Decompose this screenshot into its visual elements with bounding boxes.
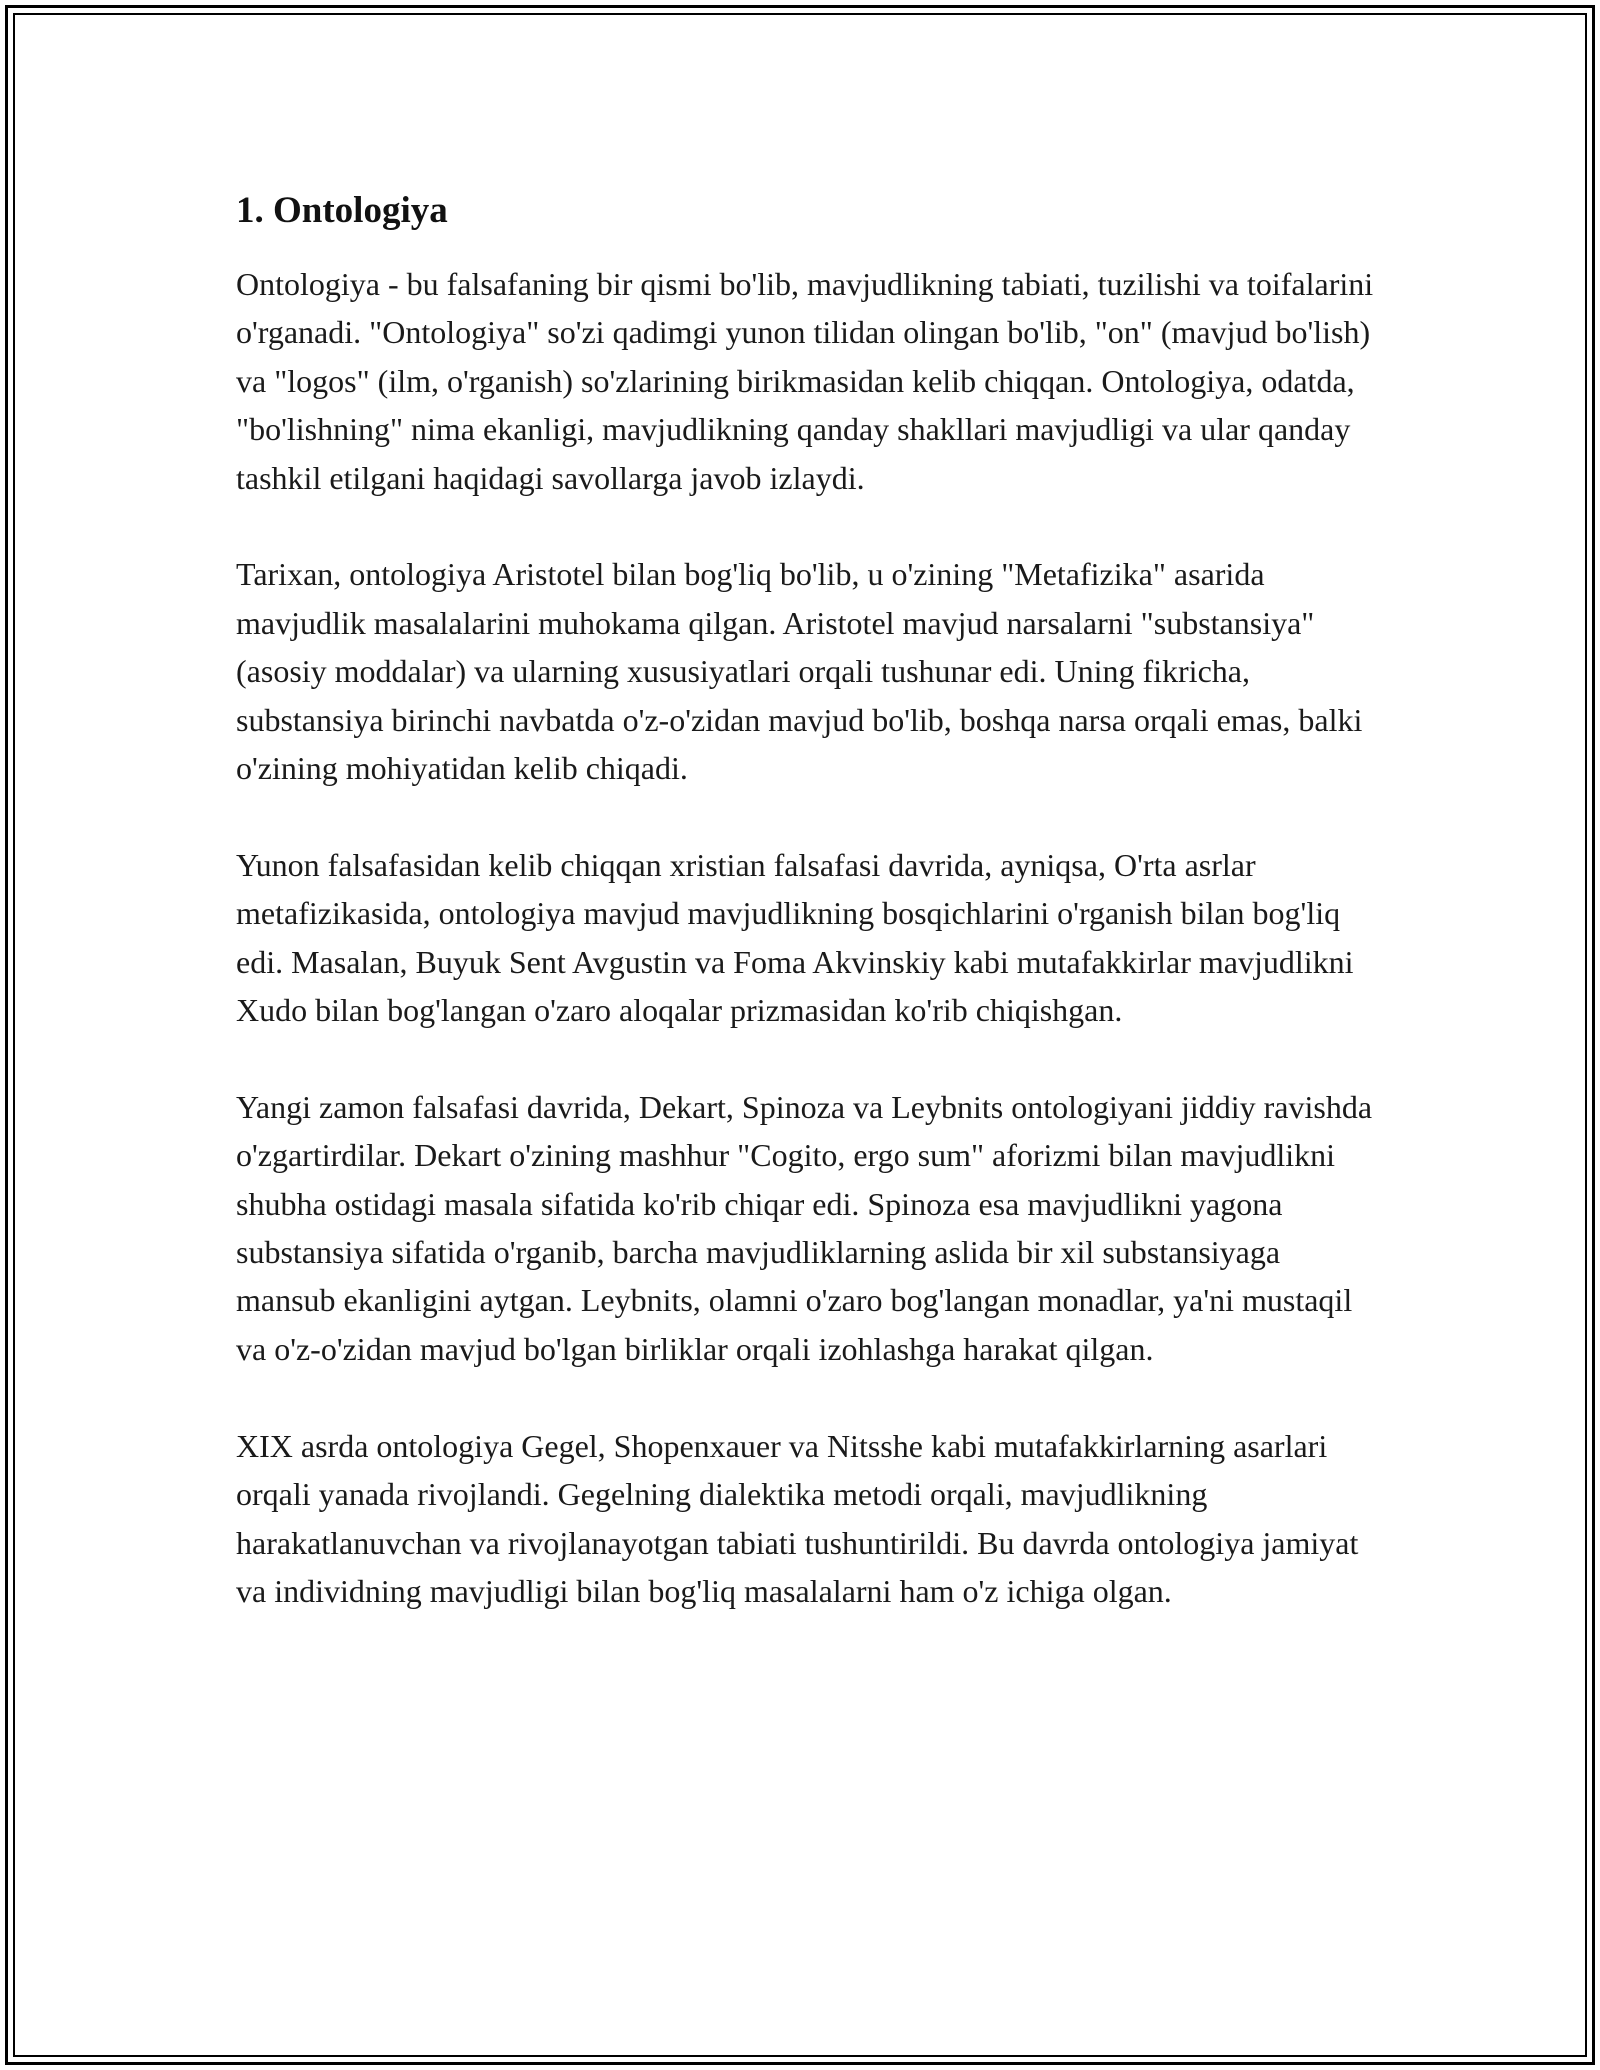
paragraph-definition: Ontologiya - bu falsafaning bir qismi bo'lib, mavjudlikning tabiati, tuzilishi va toifalarini o'rganadi. "Ontologiya" so'zi qadimgi yunon tilidan olingan bo'lib, "on" (mavjud bo'lish) va "logos" (ilm, o'rganish) so'zlarining birikmasidan kelib chiqqan. Ontologiya, odatda, "bo'lishning" nima ekanligi, mavjudlikning qanday shakllari mavjudligi va ular qanday tashkil etilgani haqidagi savollarga javob izlaydi. [236,266,1374,496]
page-title: 1. Ontologiya [236,190,448,231]
document-body [236,186,1376,1664]
paragraph-aristotle: Tarixan, ontologiya Aristotel bilan bog'liq bo'lib, u o'zining "Metafizika" asarida mavjudlik masalalarini muhokama qilgan. Aristotel mavjud narsalarni "substansiya" (asosiy moddalar) va ularning xususiyatlari orqali tushunar edi. Uning fikricha, substansiya birinchi navbatda o'z-o'zidan mavjud bo'lib, boshqa narsa orqali emas, balki o'zining mohiyatidan kelib chiqadi. [236,556,1363,787]
paragraph-nineteenth-century: XIX asrda ontologiya Gegel, Shopenxauer va Nitsshe kabi mutafakkirlarning asarlari orqali yanada rivojlandi. Gegelning dialektika metodi orqali, mavjudlikning harakatlanuvchan va rivojlanayotgan tabiati tushuntirildi. Bu davrda ontologiya jamiyat va individning mavjudligi bilan bog'liq masalalarni ham o'z ichiga olgan. [236,1427,1359,1609]
paragraph-christian-philosophy: Yunon falsafasidan kelib chiqqan xristian falsafasi davrida, ayniqsa, O'rta asrlar metafizikasida, ontologiya mavjud mavjudlikning bosqichlarini o'rganish bilan bog'liq edi. Masalan, Buyuk Sent Avgustin va Foma Akvinskiy kabi mutafakkirlar mavjudlikni Xudo bilan bog'langan o'zaro aloqalar prizmasidan ko'rib chiqishgan. [236,846,1354,1029]
paragraph-modern-philosophy: Yangi zamon falsafasi davrida, Dekart, Spinoza va Leybnits ontologiyani jiddiy ravishda o'zgartirdilar. Dekart o'zining mashhur "Cogito, ergo sum" aforizmi bilan mavjudlikni shubha ostidagi masala sifatida ko'rib chiqar edi. Spinoza esa mavjudlikni yagona substansiya sifatida o'rganib, barcha mavjudliklarning aslida bir xil substansiyaga mansub ekanligini aytgan. Leybnits, olamni o'zaro bog'langan monadlar, ya'ni mustaqil va o'z-o'zidan mavjud bo'lgan birliklar orqali izohlashga harakat qilgan. [236,1088,1373,1367]
